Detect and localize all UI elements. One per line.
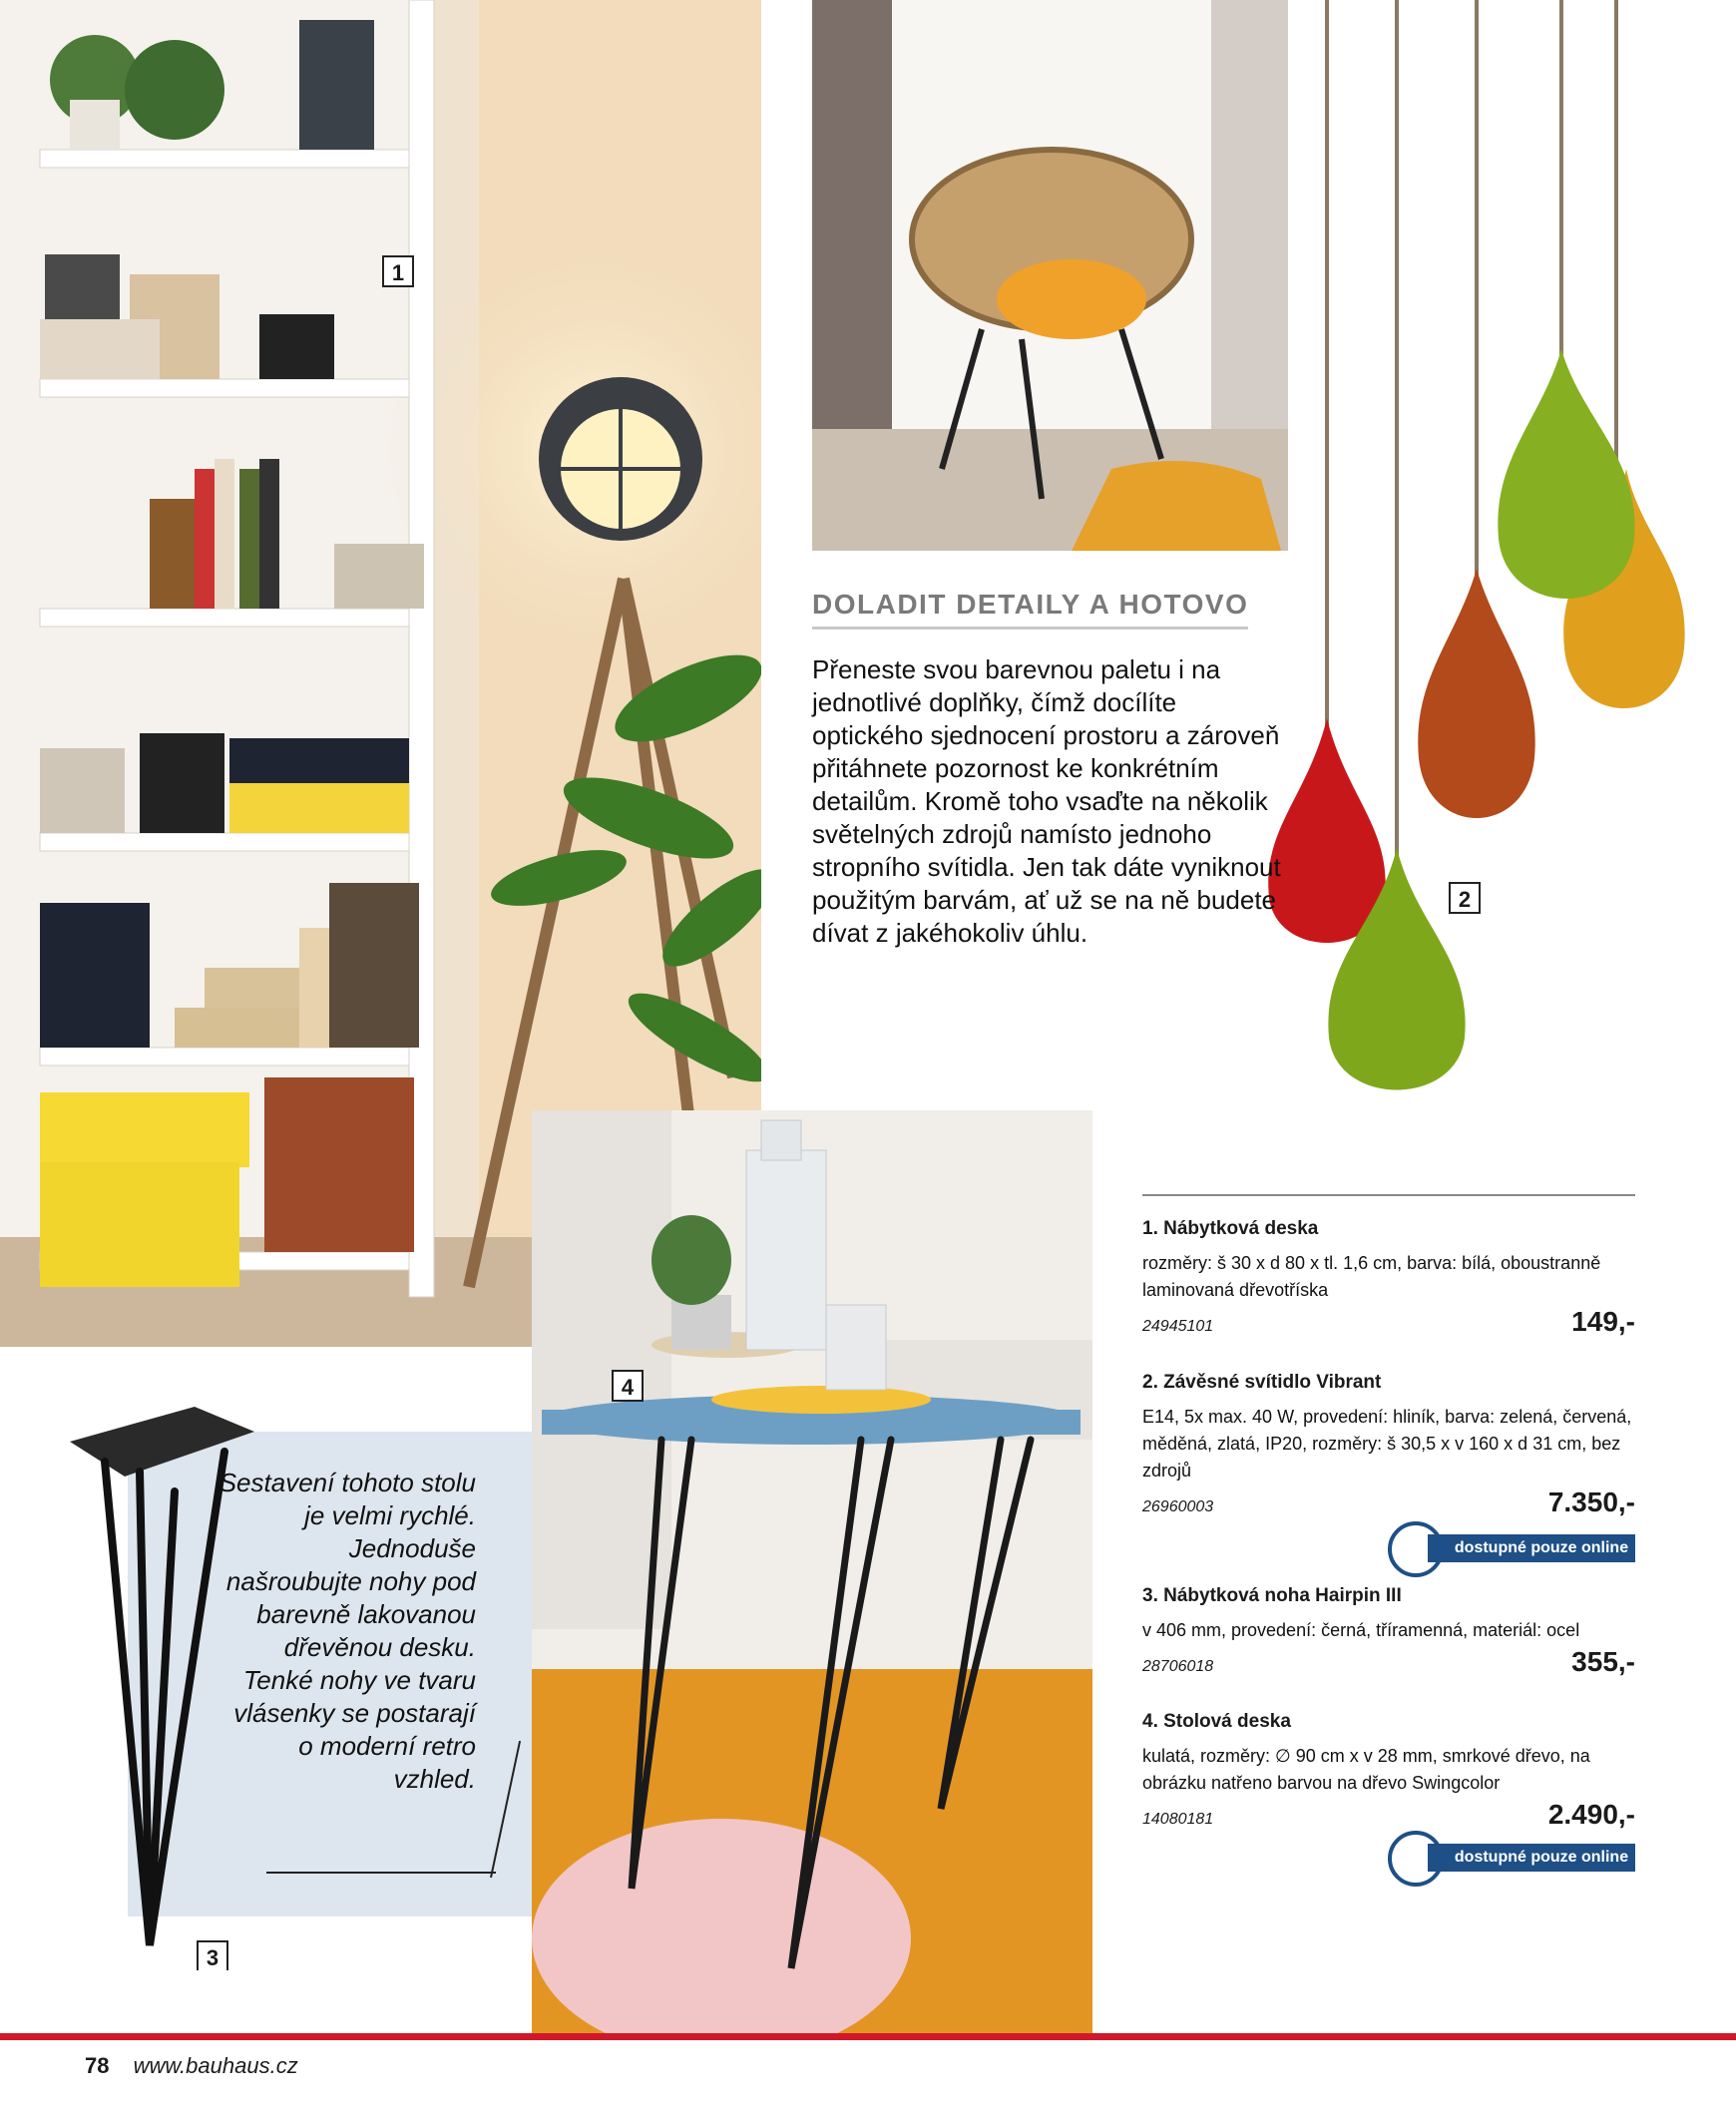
product-price: 355,-: [1571, 1646, 1635, 1677]
product-price: 149,-: [1571, 1306, 1635, 1337]
hairpin-leg-photo: [65, 1402, 264, 1970]
product-description: rozměry: š 30 x d 80 x tl. 1,6 cm, barva: bílá, oboustranně laminovaná dřevotříska: [1142, 1253, 1601, 1300]
table-photo: [532, 1110, 1092, 2033]
product-description: v 406 mm, provedení: černá, tříramenná, materiál: ocel: [1142, 1620, 1580, 1640]
marker-3: 3: [197, 1940, 228, 1970]
product-item-3: [1142, 1585, 1635, 1678]
quote-underline: [266, 1872, 496, 1874]
product-description: kulatá, rozměry: ∅ 90 cm x v 28 mm, smrkové dřevo, na obrázku natřeno barvou na dřevo Swingcolor: [1142, 1746, 1590, 1793]
page-number: 78: [85, 2053, 110, 2078]
product-item-4: [1142, 1711, 1635, 1866]
product-price: 2.490,-: [1547, 1799, 1635, 1830]
product-title: 1. Nábytková deska: [1142, 1218, 1319, 1239]
product-price: 7.350,-: [1547, 1486, 1635, 1517]
marker-4: 4: [612, 1370, 644, 1402]
pendant-lights-photo: [1267, 0, 1706, 1147]
section-heading: DOLADIT DETAILY A HOTOVO: [812, 589, 1248, 630]
product-title: 3. Nábytková noha Hairpin III: [1142, 1585, 1402, 1606]
marker-2: 2: [1449, 882, 1481, 914]
online-only-label: dostupné pouze online: [1428, 1844, 1635, 1872]
marker-1: 1: [382, 255, 414, 287]
page-footer: [85, 2053, 298, 2079]
section-body: Přeneste svou barevnou paletu i na jednotlivé doplňky, čímž docílíte optického sjednocení prostoru a zároveň přitáhnete pozornost ke konkrétním detailům. Kromě toho vsaďte na několik světelných zdrojů namísto jednoho stropního svítidla. Jen tak dáte vyniknout použitým barvám, ať už se na ně budete dívat z jakéhokoliv úhlu.: [812, 654, 1281, 948]
product-title: 4. Stolová deska: [1142, 1711, 1291, 1732]
assembly-quote: Sestavení tohoto stolu je velmi rychlé. Jednoduše našroubujte nohy pod barevně lakovanou dřevěnou desku. Tenké nohy ve tvaru vlásenky se postarají o moderní retro vzhled.: [218, 1468, 476, 1794]
product-code: 24945101: [1142, 1318, 1214, 1335]
product-code: 14080181: [1142, 1811, 1214, 1828]
product-item-1: [1142, 1218, 1635, 1338]
online-only-label: dostupné pouze online: [1428, 1534, 1635, 1562]
online-only-badge[interactable]: [1388, 1521, 1635, 1577]
product-code: 28706018: [1142, 1658, 1214, 1675]
product-item-2: [1142, 1372, 1635, 1556]
website-link[interactable]: www.bauhaus.cz: [133, 2053, 298, 2078]
product-description: E14, 5x max. 40 W, provedení: hliník, barva: zelená, červená, měděná, zlatá, IP20, rozměry: š 30,5 x v 160 x d 31 cm, bez zdrojů: [1142, 1407, 1632, 1481]
footer-red-bar: [0, 2033, 1736, 2040]
chair-photo: [812, 0, 1288, 551]
online-only-badge[interactable]: [1388, 1831, 1635, 1887]
product-code: 26960003: [1142, 1498, 1214, 1515]
product-list-rule: [1142, 1194, 1635, 1196]
product-title: 2. Závěsné svítidlo Vibrant: [1142, 1372, 1382, 1393]
